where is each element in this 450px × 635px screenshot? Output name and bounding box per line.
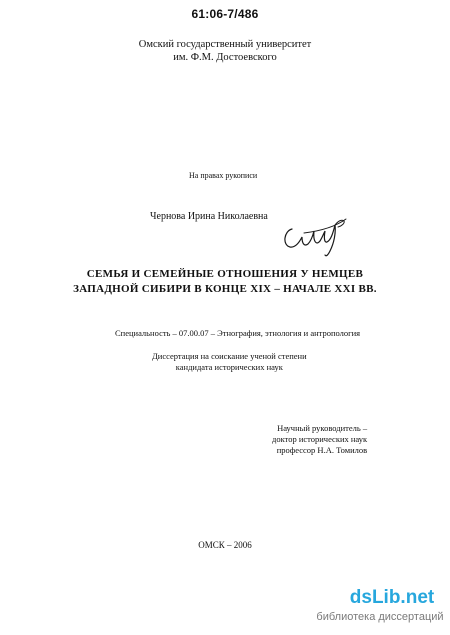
advisor-block xyxy=(272,423,367,456)
dissertation-title xyxy=(0,267,450,297)
advisor-name: профессор Н.А. Томилов xyxy=(276,445,368,455)
archive-code: 61:06-7/486 xyxy=(191,7,259,21)
author-name: Чернова Ирина Николаевна xyxy=(150,211,268,222)
degree-block xyxy=(152,351,307,373)
degree-line-2: кандидата исторических наук xyxy=(175,362,283,372)
dslib-subtitle: библиотека диссертаций xyxy=(316,611,444,623)
city-year: ОМСК – 2006 xyxy=(198,540,252,550)
advisor-role: Научный руководитель – xyxy=(277,423,368,433)
title-line-2: ЗАПАДНОЙ СИБИРИ В КОНЦЕ XIX – НАЧАЛЕ XXI ВВ. xyxy=(73,283,377,295)
title-line-1: СЕМЬЯ И СЕМЕЙНЫЕ ОТНОШЕНИЯ У НЕМЦЕВ xyxy=(86,268,364,280)
advisor-degree: доктор исторических наук xyxy=(272,434,368,444)
dslib-logo[interactable]: dsLib.net xyxy=(349,587,435,608)
degree-line-1: Диссертация на соискание ученой степени xyxy=(152,351,307,361)
handwritten-signature xyxy=(280,211,350,259)
university-block xyxy=(0,38,450,64)
specialty-line: Специальность – 07.00.07 – Этнография, этнология и антропология xyxy=(115,328,361,338)
rights-note: На правах рукописи xyxy=(189,171,258,180)
university-name: Омский государственный университет xyxy=(138,39,312,50)
university-dedication: им. Ф.М. Достоевского xyxy=(173,52,277,63)
